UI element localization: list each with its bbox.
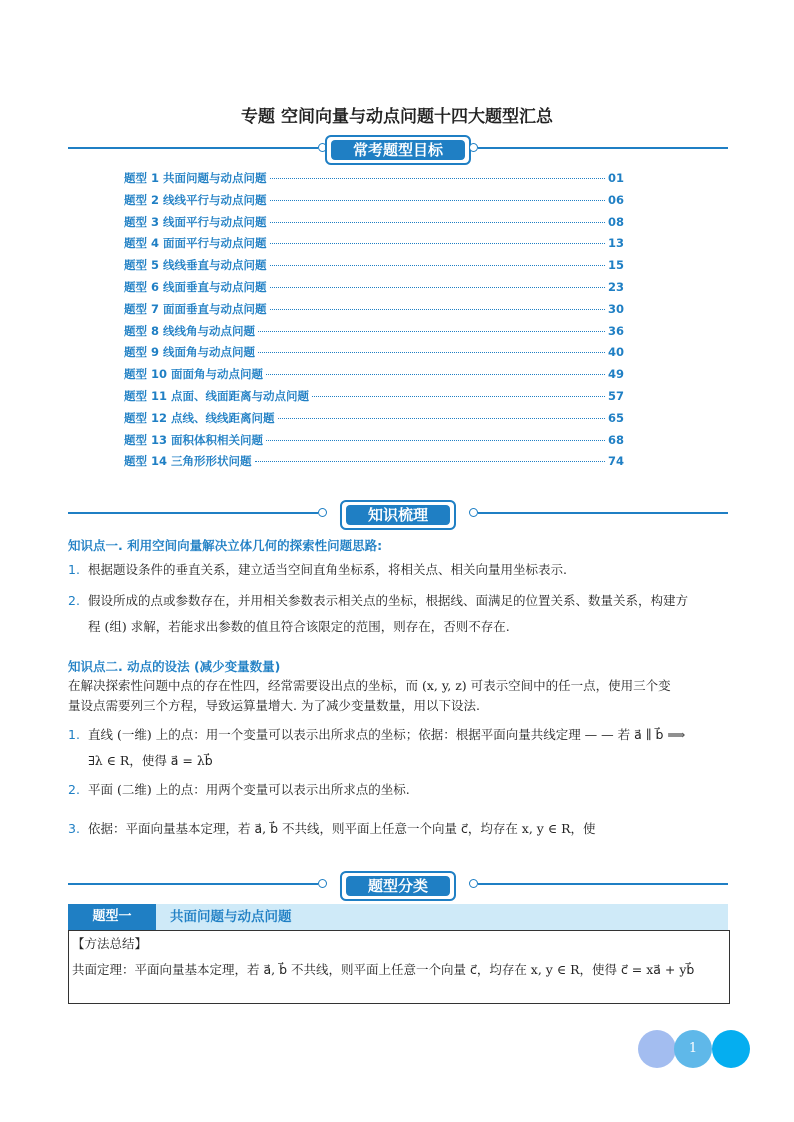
toc-entry-label: 题型 8 线线角与动点问题 (124, 323, 256, 338)
toc-entry-page: 40 (607, 345, 624, 360)
divider-dot (318, 879, 327, 888)
item-number: 2. (68, 593, 80, 608)
toc-entry-label: 题型 4 面面平行与动点问题 (124, 236, 267, 251)
toc-entry[interactable] (124, 410, 624, 432)
toc-entry[interactable] (124, 323, 624, 345)
section-title-classification: 题型分类 (346, 876, 450, 896)
toc-dot-leader (266, 374, 605, 375)
toc-entry-label: 题型 5 线线垂直与动点问题 (124, 258, 267, 273)
list-item (68, 588, 728, 640)
item-text: 假设所成的点或参数存在，并用相关参数表示相关点的坐标，根据线、面满足的位置关系、数量关系，构建方 (88, 593, 689, 608)
toc-entry[interactable] (124, 344, 624, 366)
toc-entry[interactable] (124, 257, 624, 279)
toc-dot-leader (270, 178, 605, 179)
item-number: 2. (68, 782, 80, 797)
toc-dot-leader (270, 243, 605, 244)
page-number-circle-right (712, 1030, 750, 1068)
toc-entry-label: 题型 1 共面问题与动点问题 (124, 171, 267, 185)
toc-entry[interactable] (124, 366, 624, 388)
toc-dot-leader (270, 309, 605, 310)
divider-line (68, 883, 318, 885)
toc-entry-page: 74 (607, 454, 624, 469)
toc-entry-label: 题型 7 面面垂直与动点问题 (124, 301, 267, 316)
toc-dot-leader (270, 200, 605, 201)
toc-dot-leader (258, 352, 605, 353)
type-header-bar (68, 904, 728, 930)
item-text-continued: 程 (组) 求解，若能求出参数的值且符合该限定的范围，则存在，否则不存在. (88, 619, 510, 634)
divider-dot (469, 508, 478, 517)
item-text: 直线 (一维) 上的点：用一个变量可以表示出所求点的坐标；依据：根据平面向量共线定理 — — 若 a⃗ ∥ b⃗ ⟹ (88, 727, 686, 742)
toc-entry[interactable] (124, 279, 624, 301)
divider-line (478, 883, 728, 885)
toc-entry-page: 23 (607, 279, 624, 294)
item-text: 平面 (二维) 上的点：用两个变量可以表示出所求点的坐标. (88, 782, 410, 797)
toc-entry-page: 49 (607, 367, 624, 382)
toc-entry-page: 08 (607, 214, 624, 229)
toc-entry-page: 57 (607, 388, 624, 403)
toc-entry-page: 13 (607, 236, 624, 251)
divider-line (478, 147, 728, 149)
toc-entry-label: 题型 2 线线平行与动点问题 (124, 192, 267, 207)
toc-entry[interactable] (124, 301, 624, 323)
toc-entry[interactable] (124, 170, 624, 192)
intro-line: 在解决探索性问题中点的存在性四，经常需要设出点的坐标，而 (x, y, z) 可表示空间中的任一点，使用三个变 (68, 678, 671, 693)
toc-entry-label: 题型 10 面面角与动点问题 (124, 367, 264, 382)
toc-entry-label: 题型 9 线面角与动点问题 (124, 345, 256, 360)
toc-entry-page: 15 (607, 258, 624, 273)
knowledge-heading-2: 知识点二. 动点的设法 (减少变量数量) (68, 659, 281, 674)
page-number-circle-left (638, 1030, 676, 1068)
item-text: 依据：平面向量基本定理，若 a⃗, b⃗ 不共线，则平面上任意一个向量 c⃗，均存在 x, y ∈ R，使 (88, 821, 596, 836)
list-item (68, 722, 728, 774)
toc-entry[interactable] (124, 192, 624, 214)
list-item (68, 557, 728, 583)
divider-dot (469, 879, 478, 888)
divider-line (68, 147, 318, 149)
toc-entry-page: 01 (607, 171, 624, 185)
list-item (68, 816, 728, 842)
section-title-goals: 常考题型目标 (331, 140, 465, 160)
method-summary-box (68, 930, 730, 1004)
item-text-continued: ∃λ ∈ R，使得 a⃗ = λb⃗ (88, 753, 213, 768)
toc-dot-leader (270, 222, 605, 223)
toc-entry-label: 题型 12 点线、线线距离问题 (124, 410, 275, 425)
toc-entry[interactable] (124, 235, 624, 257)
banner-frame (340, 500, 456, 530)
divider-dot (469, 143, 478, 152)
item-number: 3. (68, 821, 80, 836)
toc-dot-leader (258, 331, 605, 332)
item-text: 根据题设条件的垂直关系，建立适当空间直角坐标系，将相关点、相关向量用坐标表示. (88, 562, 567, 577)
banner-frame (325, 135, 471, 165)
toc-dot-leader (278, 418, 605, 419)
toc-entry[interactable] (124, 453, 624, 475)
type-name: 共面问题与动点问题 (170, 909, 292, 925)
toc-dot-leader (255, 461, 605, 462)
section-banner-goals (68, 135, 728, 161)
toc-entry-label: 题型 6 线面垂直与动点问题 (124, 279, 267, 294)
item-number: 1. (68, 727, 80, 742)
divider-line (68, 512, 318, 514)
table-of-contents (124, 170, 624, 475)
toc-dot-leader (270, 265, 605, 266)
toc-entry-page: 06 (607, 192, 624, 207)
intro-line: 量设点需要列三个方程，导致运算量增大. 为了减少变量数量，用以下设法. (68, 698, 480, 713)
divider-line (478, 512, 728, 514)
method-text: 共面定理：平面向量基本定理，若 a⃗, b⃗ 不共线，则平面上任意一个向量 c⃗，均存在 x, y ∈ R，使得 c⃗ = xa⃗ + yb⃗ (72, 962, 695, 977)
toc-entry[interactable] (124, 214, 624, 236)
toc-entry[interactable] (124, 388, 624, 410)
toc-entry[interactable] (124, 432, 624, 454)
type-tag: 题型一 (68, 904, 156, 930)
toc-entry-page: 65 (607, 410, 624, 425)
section-banner-knowledge (68, 500, 728, 526)
banner-frame (340, 871, 456, 901)
toc-entry-label: 题型 14 三角形形状问题 (124, 454, 252, 469)
knowledge-heading-1: 知识点一. 利用空间向量解决立体几何的探索性问题思路: (68, 538, 383, 553)
list-item (68, 777, 728, 803)
section-title-knowledge: 知识梳理 (346, 505, 450, 525)
toc-entry-page: 30 (607, 301, 624, 316)
toc-entry-label: 题型 11 点面、线面距离与动点问题 (124, 388, 310, 403)
section-banner-classification (68, 871, 728, 897)
page-number: 1 (674, 1030, 712, 1068)
item-number: 1. (68, 562, 80, 577)
toc-entry-page: 36 (607, 323, 624, 338)
knowledge-intro (68, 676, 728, 716)
method-title: 【方法总结】 (72, 936, 148, 951)
divider-dot (318, 508, 327, 517)
toc-entry-label: 题型 13 面积体积相关问题 (124, 432, 264, 447)
toc-dot-leader (270, 287, 605, 288)
toc-dot-leader (312, 396, 605, 397)
toc-entry-page: 68 (607, 432, 624, 447)
page-title: 专题 空间向量与动点问题十四大题型汇总 (241, 107, 553, 127)
toc-entry-label: 题型 3 线面平行与动点问题 (124, 214, 267, 229)
toc-dot-leader (266, 440, 605, 441)
